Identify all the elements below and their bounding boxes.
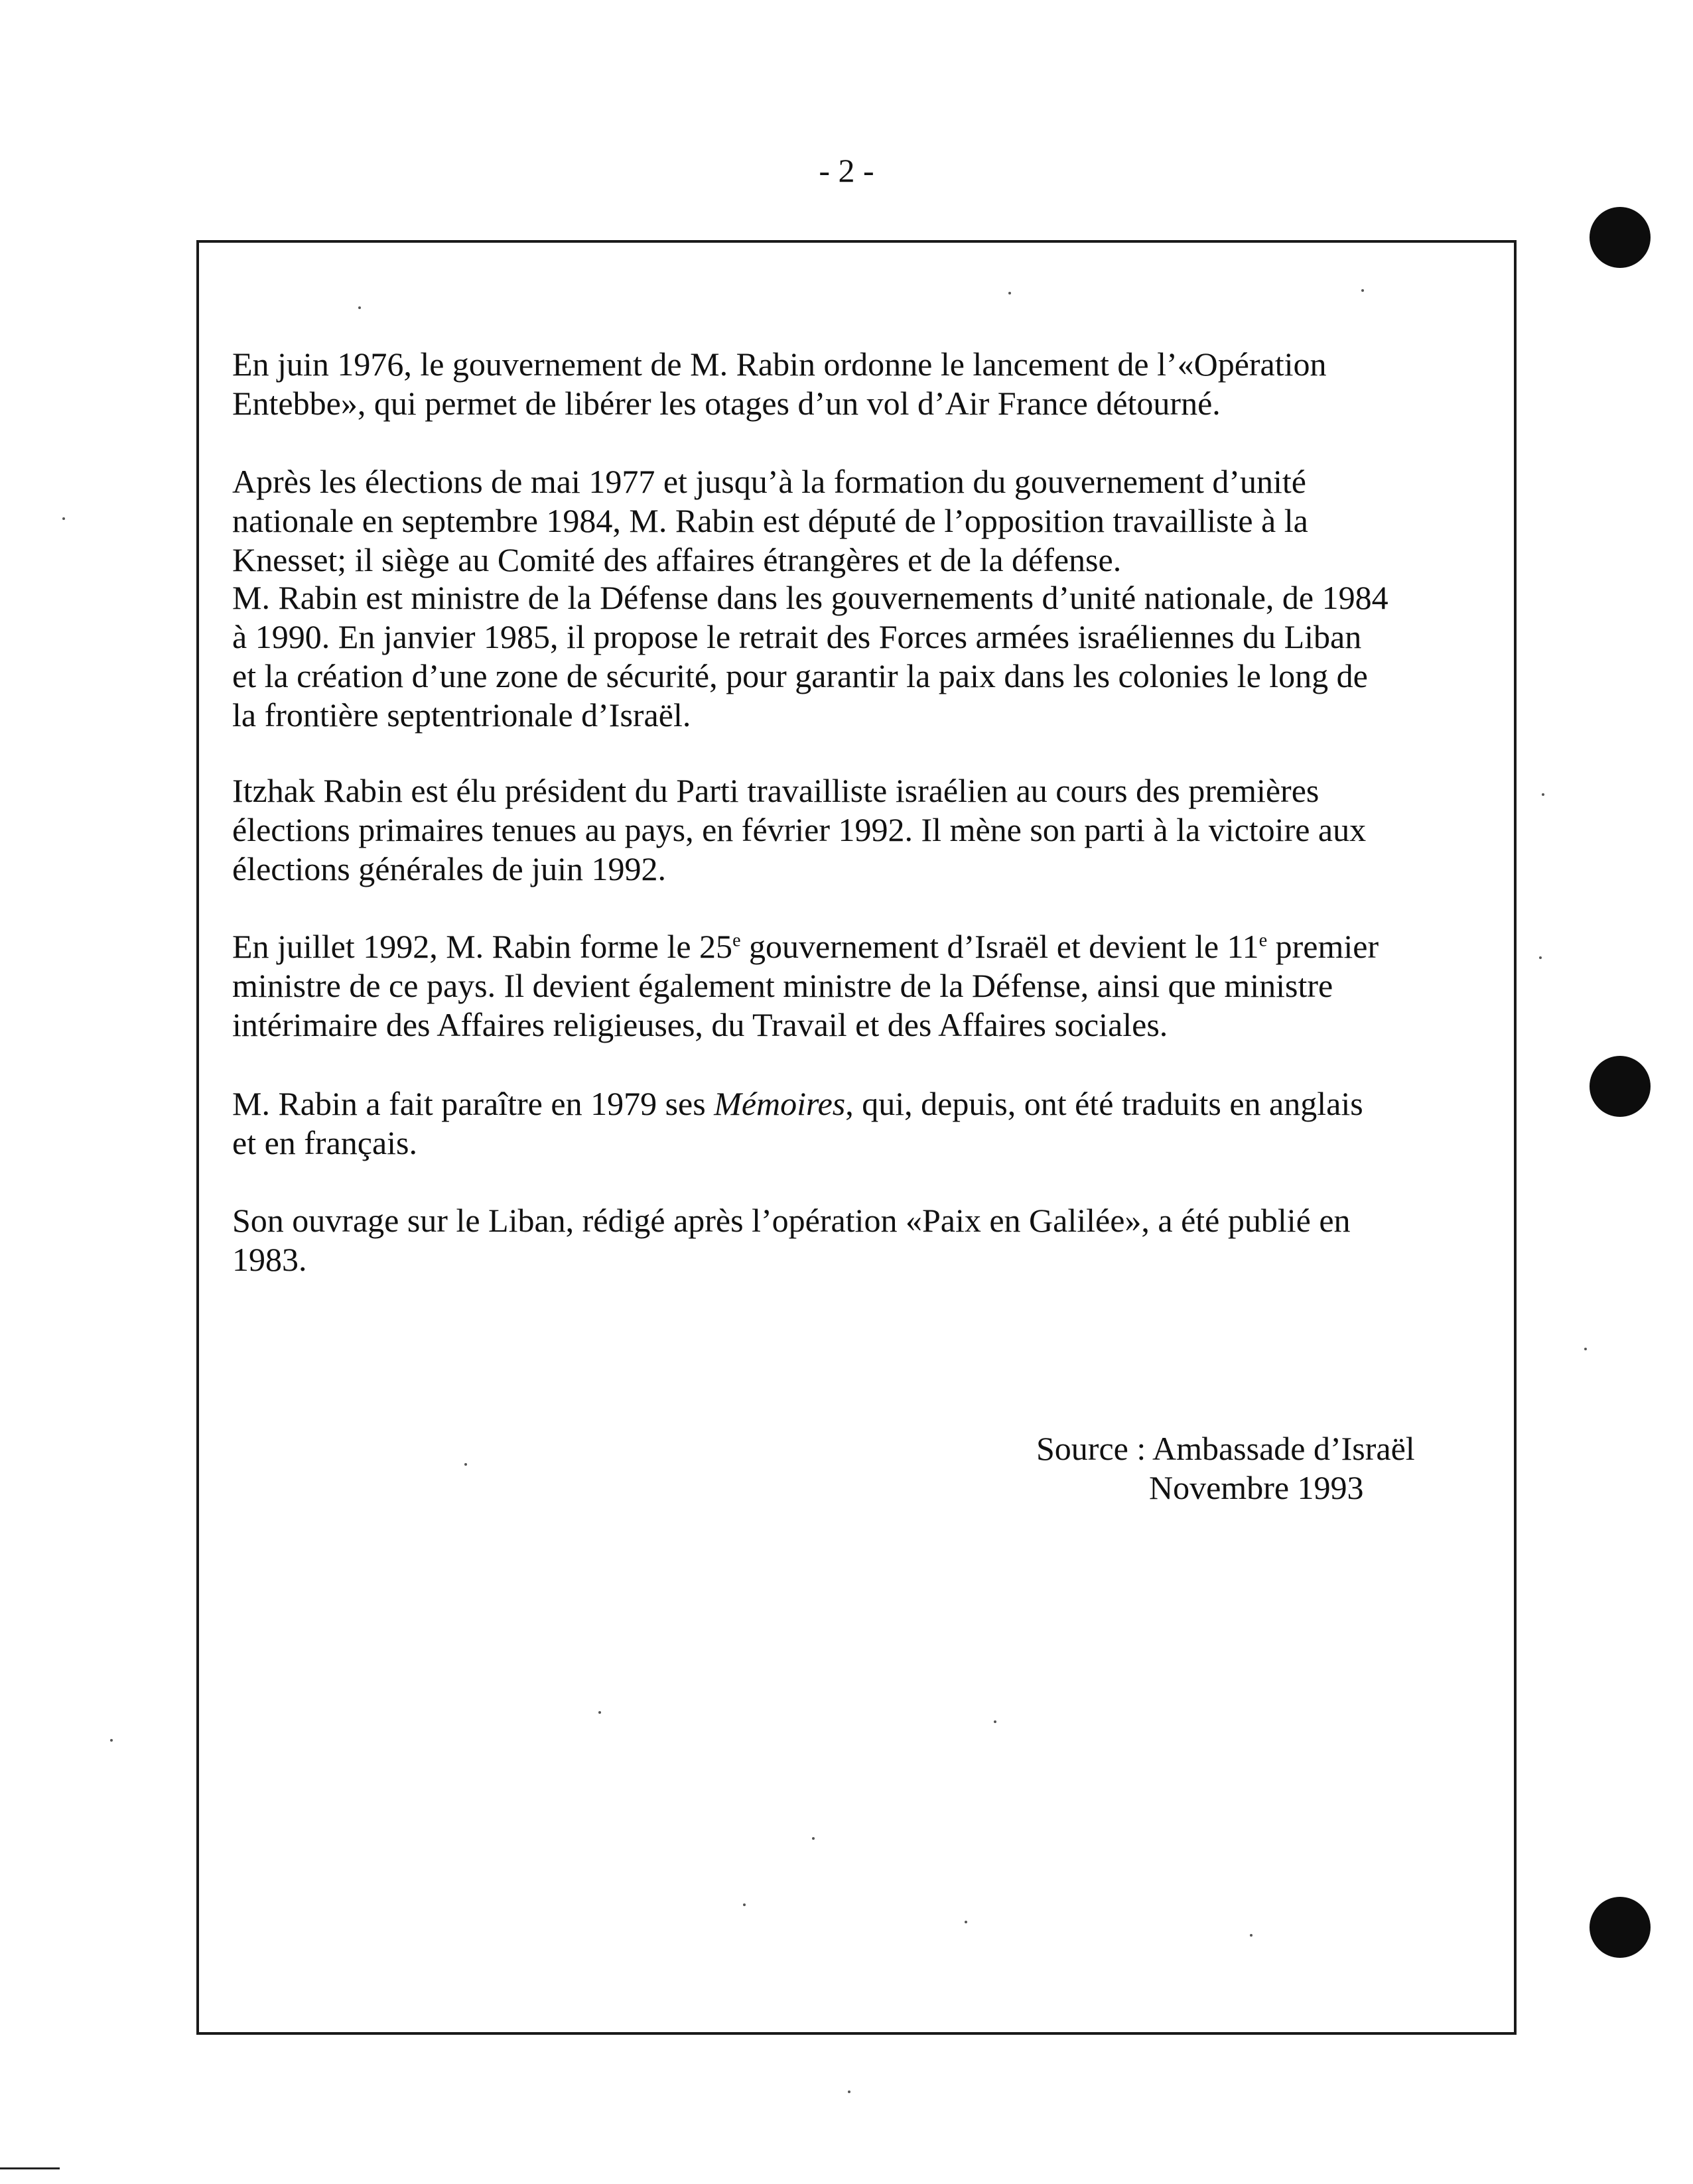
text-line: Son ouvrage sur le Liban, rédigé après l’opération «Paix en Galilée», a été publié en <box>232 1202 1351 1239</box>
text-line: à 1990. En janvier 1985, il propose le retrait des Forces armées israéliennes du Liban <box>232 618 1362 655</box>
text-segment: En juillet 1992, M. Rabin forme le 25 <box>232 928 733 965</box>
punch-hole-bottom <box>1590 1897 1651 1958</box>
ordinal-superscript: e <box>1258 930 1268 951</box>
text-line <box>232 1084 1466 1124</box>
ordinal-superscript: e <box>732 930 741 951</box>
scan-speck <box>464 1463 467 1466</box>
source-date: Novembre 1993 <box>1149 1469 1364 1506</box>
scan-speck <box>110 1739 113 1742</box>
punch-hole-top <box>1590 207 1651 268</box>
scan-speck <box>598 1711 601 1714</box>
text-line: M. Rabin est ministre de la Défense dans les gouvernements d’unité nationale, de 1984 <box>232 579 1388 616</box>
text-line: élections générales de juin 1992. <box>232 850 666 887</box>
paragraph-lebanon-book <box>232 1201 1466 1279</box>
text-line: la frontière septentrionale d’Israël. <box>232 696 691 734</box>
page-number: - 2 - <box>819 152 874 189</box>
source-line: Source : Ambassade d’Israël <box>1036 1430 1415 1467</box>
scan-speck <box>1539 956 1542 959</box>
text-line: Entebbe», qui permet de libérer les otages d’un vol d’Air France détourné. <box>232 385 1221 422</box>
text-line: En juin 1976, le gouvernement de M. Rabin ordonne le lancement de l’«Opération <box>232 346 1327 383</box>
source-attribution <box>1036 1429 1415 1508</box>
text-line: Knesset; il siège au Comité des affaires étrangères et de la défense. <box>232 541 1122 578</box>
text-line: élections primaires tenues au pays, en février 1992. Il mène son parti à la victoire aux <box>232 811 1367 848</box>
text-line: Après les élections de mai 1977 et jusqu’à la formation du gouvernement d’unité <box>232 463 1306 500</box>
paragraph-opposition <box>232 462 1466 580</box>
text-line: et en français. <box>232 1124 418 1161</box>
text-line: Itzhak Rabin est élu président du Parti travailliste israélien au cours des premières <box>232 772 1320 809</box>
scan-speck <box>1361 289 1364 292</box>
text-line: et la création d’une zone de sécurité, pour garantir la paix dans les colonies le long de <box>232 657 1368 694</box>
punch-hole-middle <box>1590 1056 1651 1117</box>
text-line: 1983. <box>232 1241 307 1278</box>
scan-speck <box>358 306 361 309</box>
paragraph-memoirs <box>232 1084 1466 1163</box>
text-line: ministre de ce pays. Il devient également ministre de la Défense, ainsi que ministre <box>232 967 1333 1004</box>
paragraph-entebbe <box>232 345 1466 423</box>
paragraph-defense-minister <box>232 578 1466 735</box>
text-line: nationale en septembre 1984, M. Rabin est député de l’opposition travailliste à la <box>232 502 1308 539</box>
paragraph-party-president <box>232 771 1466 889</box>
scan-speck <box>1250 1934 1253 1937</box>
text-line <box>232 927 1466 966</box>
page-edge-mark <box>0 2167 60 2169</box>
book-title: Mémoires <box>714 1085 846 1122</box>
text-segment: M. Rabin a fait paraître en 1979 ses <box>232 1085 714 1122</box>
text-line: intérimaire des Affaires religieuses, du Travail et des Affaires sociales. <box>232 1006 1168 1043</box>
scan-speck <box>1008 292 1011 294</box>
text-segment: premier <box>1267 928 1379 965</box>
text-segment: , qui, depuis, ont été traduits en anglais <box>845 1085 1363 1122</box>
scan-speck <box>965 1921 967 1923</box>
scan-speck <box>812 1837 815 1840</box>
scan-speck <box>1584 1348 1587 1350</box>
scan-speck <box>743 1903 746 1906</box>
scan-speck <box>994 1720 996 1723</box>
scan-speck <box>1542 793 1544 796</box>
scan-speck <box>848 2090 850 2093</box>
text-segment: gouvernement d’Israël et devient le 11 <box>740 928 1259 965</box>
paragraph-prime-minister <box>232 927 1466 1045</box>
scan-speck <box>62 517 65 520</box>
